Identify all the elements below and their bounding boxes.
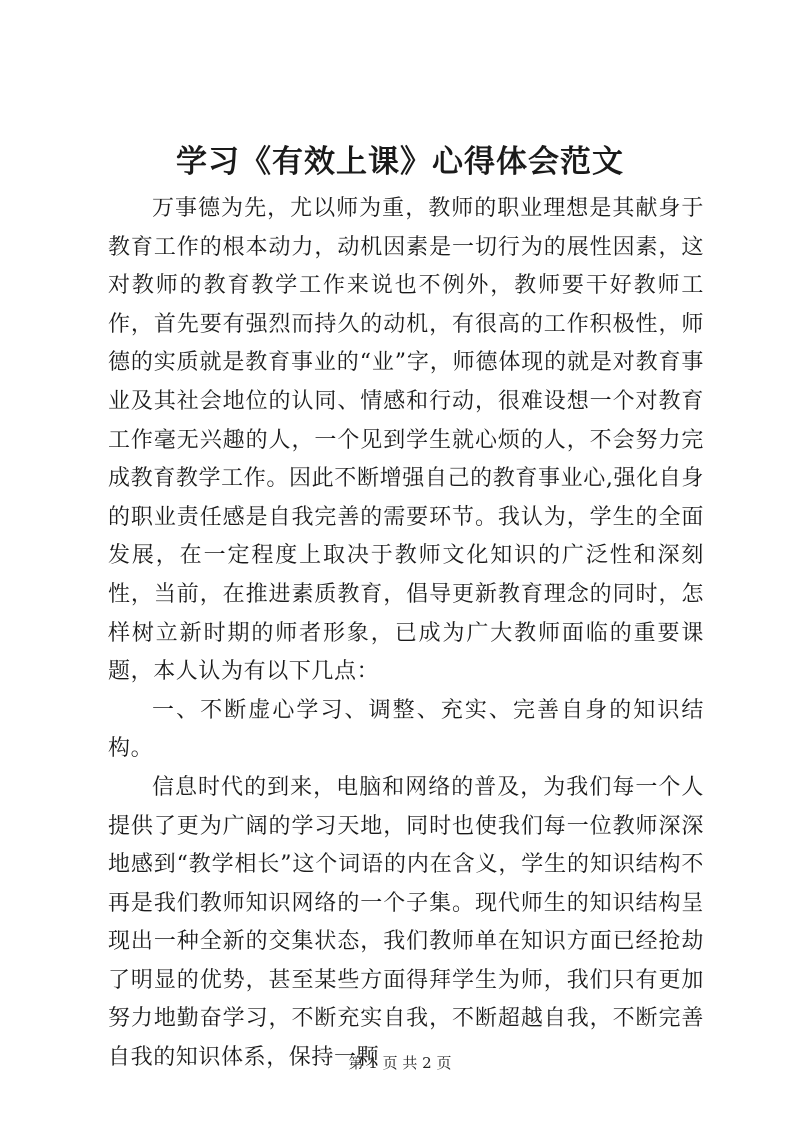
document-body — [108, 190, 704, 1078]
paragraph-information-age: 信息时代的到来，电脑和网络的普及，为我们每一个人提供了更为广阔的学习天地，同时也使我们每一位教师深深地感到“教学相长”这个词语的内在含义，学生的知识结构不再是我们教师知识网络的一个子集。现代师生的知识结构呈现出一种全新的交集状态，我们教师单在知识方面已经抢劫了明显的优势，甚至某些方面得拜学生为师，我们只有更加努力地勤奋学习，不断充实自我，不断超越自我，不断完善自我的知识体系，保持一颗 — [108, 774, 704, 1071]
document-title: 学习《有效上课》心得体会范文 — [176, 144, 624, 180]
page-footer — [0, 1052, 800, 1073]
paragraph-intro: 万事德为先，尤以师为重，教师的职业理想是其献身于教育工作的根本动力，动机因素是一切行为的展性因素，这对教师的教育教学工作来说也不例外，教师要干好教师工作，首先要有强烈而持久的动机，有很高的工作积极性，师德的实质就是教育事业的“业”字，师德体现的就是对教育事业及其社会地位的认同、情感和行动，很难设想一个对教育工作毫无兴趣的人，一个见到学生就心烦的人，不会努力完成教育教学工作。因此不断增强自己的教育事业心,强化自身的职业责任感是自我完善的需要环节。我认为，学生的全面发展，在一定程度上取决于教师文化知识的广泛性和深刻性，当前，在推进素质教育，倡导更新教育理念的同时，怎样树立新时期的师者形象，已成为广大教师面临的重要课题，本人认为有以下几点： — [108, 196, 704, 685]
page-number-label: 第 1 页 共 2 页 — [348, 1054, 452, 1072]
paragraph-section-heading: 一、不断虚心学习、调整、充实、完善自身的知识结构。 — [108, 697, 704, 762]
